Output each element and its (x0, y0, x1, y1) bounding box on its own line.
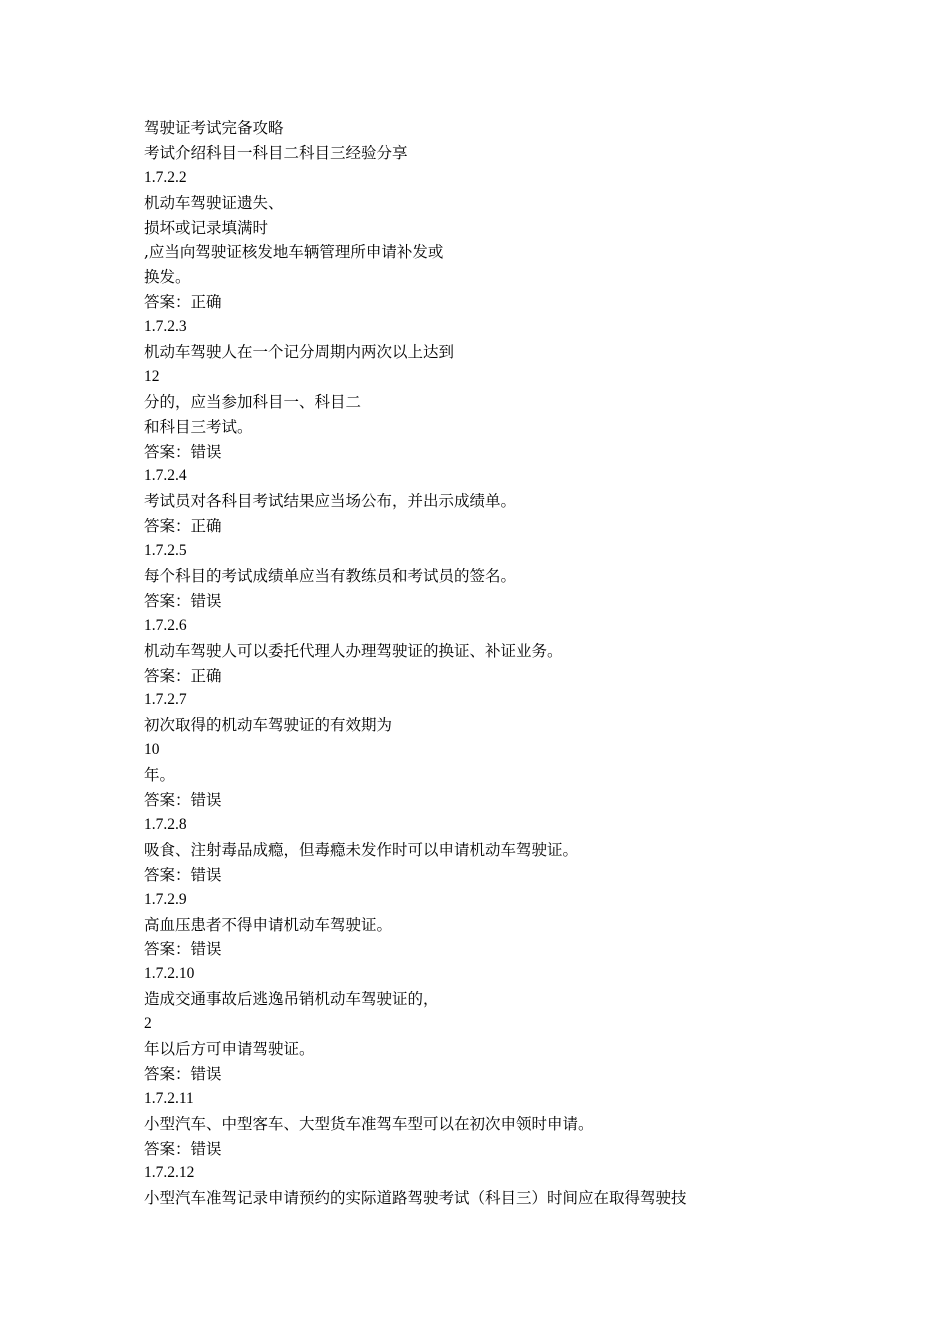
question-number: 1.7.2.11 (144, 1089, 194, 1107)
question-text: 高血压患者不得申请机动车驾驶证。 (144, 915, 393, 934)
question-number: 1.7.2.9 (144, 890, 187, 908)
question-text: 考试员对各科目考试结果应当场公布，并出示成绩单。 (144, 492, 517, 511)
question-text: 初次取得的机动车驾驶证的有效期为 (144, 716, 393, 735)
question-number: 1.7.2.4 (144, 467, 187, 485)
question-number: 1.7.2.10 (144, 965, 195, 983)
question-text: 年以后方可申请驾驶证。 (144, 1039, 315, 1058)
question-text: 机动车驾驶人在一个记分周期内两次以上达到 (144, 343, 455, 362)
answer-line: 答案：错误 (144, 442, 222, 461)
question-text: 造成交通事故后逃逸吊销机动车驾驶证的， (144, 990, 439, 1009)
question-number: 1.7.2.6 (144, 616, 187, 634)
question-text: 10 (144, 741, 160, 759)
question-number: 1.7.2.5 (144, 542, 187, 560)
document-subtitle: 考试介绍科目一科目二科目三经验分享 (144, 143, 408, 162)
question-text: 机动车驾驶证遗失、 (144, 193, 284, 212)
answer-line: 答案：错误 (144, 1139, 222, 1158)
question-text: 小型汽车准驾记录申请预约的实际道路驾驶考试（科目三）时间应在取得驾驶技 (144, 1189, 687, 1208)
question-number: 1.7.2.12 (144, 1164, 195, 1182)
question-text: 12 (144, 367, 160, 385)
question-text: 年。 (144, 766, 176, 785)
question-number: 1.7.2.2 (144, 168, 187, 186)
document-page (144, 116, 864, 1211)
question-text: ,应当向驾驶证核发地车辆管理所申请补发或 (144, 243, 444, 262)
question-text: 换发。 (144, 268, 191, 287)
question-text: 每个科目的考试成绩单应当有教练员和考试员的签名。 (144, 567, 517, 586)
question-text: 吸食、注射毒品成瘾，但毒瘾未发作时可以申请机动车驾驶证。 (144, 840, 579, 859)
question-text: 和科目三考试。 (144, 417, 253, 436)
answer-line: 答案：正确 (144, 517, 222, 536)
answer-line: 答案：错误 (144, 940, 222, 959)
answer-line: 答案：错误 (144, 791, 222, 810)
answer-line: 答案：错误 (144, 1064, 222, 1083)
answer-line: 答案：错误 (144, 865, 222, 884)
answer-line: 答案：错误 (144, 591, 222, 610)
answer-line: 答案：正确 (144, 293, 222, 312)
document-title: 驾驶证考试完备攻略 (144, 119, 284, 137)
question-text: 机动车驾驶人可以委托代理人办理驾驶证的换证、补证业务。 (144, 641, 563, 660)
question-number: 1.7.2.3 (144, 318, 187, 336)
question-number: 1.7.2.7 (144, 691, 187, 709)
question-text: 2 (144, 1015, 152, 1033)
question-number: 1.7.2.8 (144, 815, 187, 833)
question-text: 损坏或记录填满时 (144, 218, 269, 237)
question-text: 分的，应当参加科目一、科目二 (144, 392, 362, 411)
question-text: 小型汽车、中型客车、大型货车准驾车型可以在初次申领时申请。 (144, 1114, 594, 1133)
answer-line: 答案：正确 (144, 666, 222, 685)
